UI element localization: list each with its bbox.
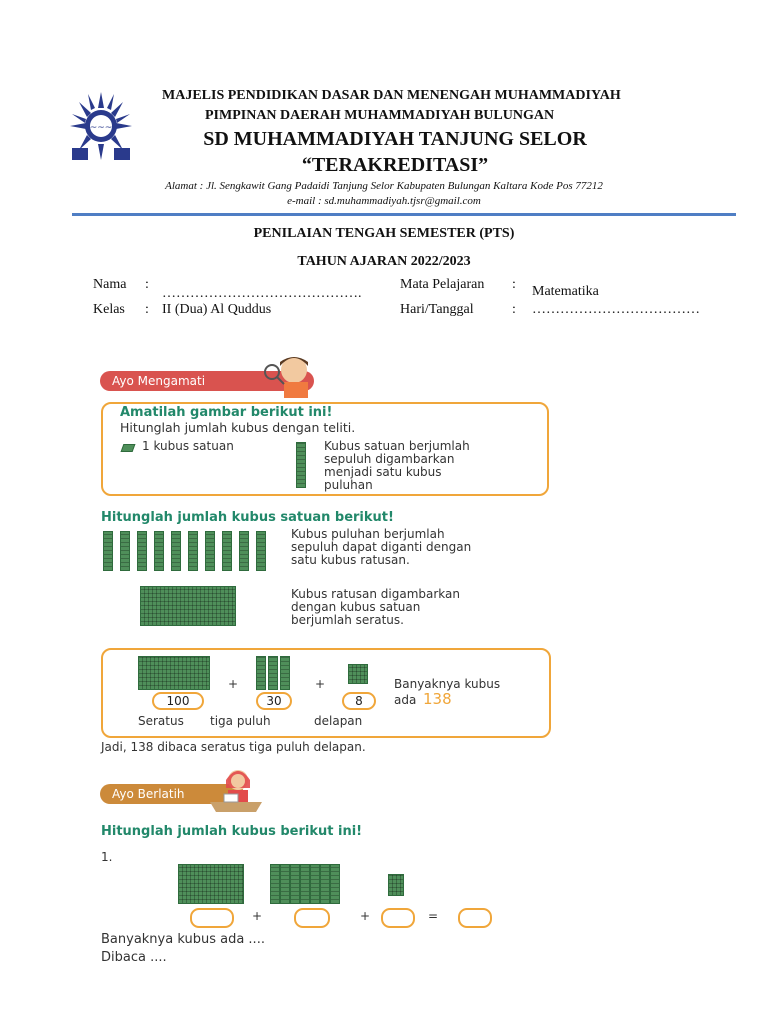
tens-rod-icon: [280, 864, 290, 904]
tens-line: satu kubus ratusan.: [291, 553, 410, 567]
hundred-flat-icon: [140, 586, 236, 626]
tens-rod-icon: [320, 864, 330, 904]
subject-colon: :: [512, 277, 516, 292]
answer-box-hundreds[interactable]: [190, 908, 234, 928]
tens-rod-icon: [171, 531, 181, 571]
value-tens: 30: [256, 692, 292, 710]
observe-banner: Ayo Mengamati: [100, 371, 314, 391]
exam-title: PENILAIAN TENGAH SEMESTER (PTS): [253, 226, 515, 241]
word-tens: tiga puluh: [210, 714, 271, 728]
date-label: Hari/Tanggal: [400, 302, 474, 317]
count-heading: Hitunglah jumlah kubus satuan berikut!: [101, 510, 394, 525]
answer-box-total[interactable]: [458, 908, 492, 928]
hundreds-description: [291, 588, 460, 627]
hundred-flat-icon: [138, 656, 210, 690]
word-hundreds: Seratus: [138, 714, 184, 728]
answer-box-tens[interactable]: [294, 908, 330, 928]
tens-rod-icon: [290, 864, 300, 904]
rod-line: sepuluh digambarkan: [324, 452, 455, 466]
class-label: Kelas: [93, 302, 125, 317]
date-colon: :: [512, 302, 516, 317]
date-field: ………………………………: [532, 302, 700, 317]
tens-description: [291, 528, 471, 567]
read-line: Dibaca ....: [101, 950, 167, 965]
tens-rod-icon: [188, 531, 198, 571]
conclusion-text: Jadi, 138 dibaca seratus tiga puluh delapan.: [101, 740, 366, 754]
tens-rod-icon: [120, 531, 130, 571]
tens-rod-icon: [239, 531, 249, 571]
header-rule: [72, 213, 736, 216]
tens-rod-icon: [137, 531, 147, 571]
plus-sign: +: [315, 677, 326, 691]
tens-rod-icon: [300, 864, 310, 904]
email: e-mail : sd.muhammadiyah.tjsr@gmail.com: [287, 195, 481, 207]
hundreds-line: dengan kubus satuan: [291, 600, 421, 614]
plus-sign: +: [228, 677, 239, 691]
tens-rod-icon: [154, 531, 164, 571]
tens-rod-icon: [296, 442, 306, 488]
total-label: Banyaknya kubus: [394, 677, 501, 691]
tens-rod-icon: [268, 656, 278, 690]
class-colon: :: [145, 302, 149, 317]
tens-rod-icon: [256, 531, 266, 571]
value-ones: 8: [342, 692, 376, 710]
tens-rod-icon: [280, 656, 290, 690]
value-hundreds: 100: [152, 692, 204, 710]
tens-line: Kubus puluhan berjumlah: [291, 527, 445, 541]
practice-banner: Ayo Berlatih: [100, 784, 244, 804]
accreditation: “TERAKREDITASI”: [301, 154, 489, 176]
org-line-1: MAJELIS PENDIDIKAN DASAR DAN MENENGAH MUHAMMADIYAH: [162, 88, 621, 103]
practice-heading: Hitunglah jumlah kubus berikut ini!: [101, 824, 363, 839]
question-number: 1.: [101, 850, 113, 864]
equals-sign: =: [428, 909, 439, 923]
school-name: SD MUHAMMADIYAH TANJUNG SELOR: [203, 128, 587, 150]
tens-rods-group: [270, 864, 350, 904]
class-value: II (Dua) Al Quddus: [162, 302, 272, 317]
subject-value: Matematika: [532, 284, 599, 299]
tens-rod-icon: [222, 531, 232, 571]
tens-rod-icon: [205, 531, 215, 571]
girl-studying-illustration: [206, 766, 266, 812]
address: Alamat : Jl. Sengkawit Gang Padaidi Tanjung Selor Kabupaten Bulungan Kaltara Kode Pos 77212: [165, 180, 603, 192]
exam-year: TAHUN AJARAN 2022/2023: [297, 254, 471, 269]
unit-cube-label: 1 kubus satuan: [142, 439, 234, 453]
name-field: …………………………………….: [162, 286, 362, 301]
name-colon: :: [145, 277, 149, 292]
hundreds-line: berjumlah seratus.: [291, 613, 404, 627]
name-label: Nama: [93, 277, 127, 292]
hundred-flat-icon: [178, 864, 244, 904]
tens-rod-icon: [256, 656, 266, 690]
muhammadiyah-logo: [68, 90, 134, 162]
count-line: Banyaknya kubus ada ....: [101, 932, 265, 947]
hundreds-line: Kubus ratusan digambarkan: [291, 587, 461, 601]
plus-sign: +: [252, 909, 263, 923]
unit-cubes-icon: [388, 874, 404, 896]
rod-description: [324, 440, 470, 492]
answer-box-ones[interactable]: [381, 908, 415, 928]
rod-line: Kubus satuan berjumlah: [324, 439, 470, 453]
boy-with-magnifier-illustration: [258, 352, 320, 398]
tens-rod-icon: [270, 864, 280, 904]
word-ones: delapan: [314, 714, 363, 728]
total-prefix: ada: [394, 693, 417, 707]
org-line-2: PIMPINAN DAERAH MUHAMMADIYAH BULUNGAN: [205, 108, 555, 123]
rod-line: puluhan: [324, 478, 373, 492]
tens-rod-icon: [310, 864, 320, 904]
total-value: 138: [423, 690, 452, 708]
observe-box-sub: Hitunglah jumlah kubus dengan teliti.: [120, 420, 356, 435]
observe-box-title: Amatilah gambar berikut ini!: [120, 405, 333, 420]
tens-rod-icon: [103, 531, 113, 571]
unit-cubes-icon: [348, 664, 368, 684]
subject-label: Mata Pelajaran: [400, 277, 485, 292]
ten-tens-rods: [103, 531, 283, 573]
plus-sign: +: [360, 909, 371, 923]
rod-line: menjadi satu kubus: [324, 465, 442, 479]
tens-line: sepuluh dapat diganti dengan: [291, 540, 472, 554]
tens-rod-icon: [330, 864, 340, 904]
svg-text:~~~: ~~~: [89, 123, 113, 133]
